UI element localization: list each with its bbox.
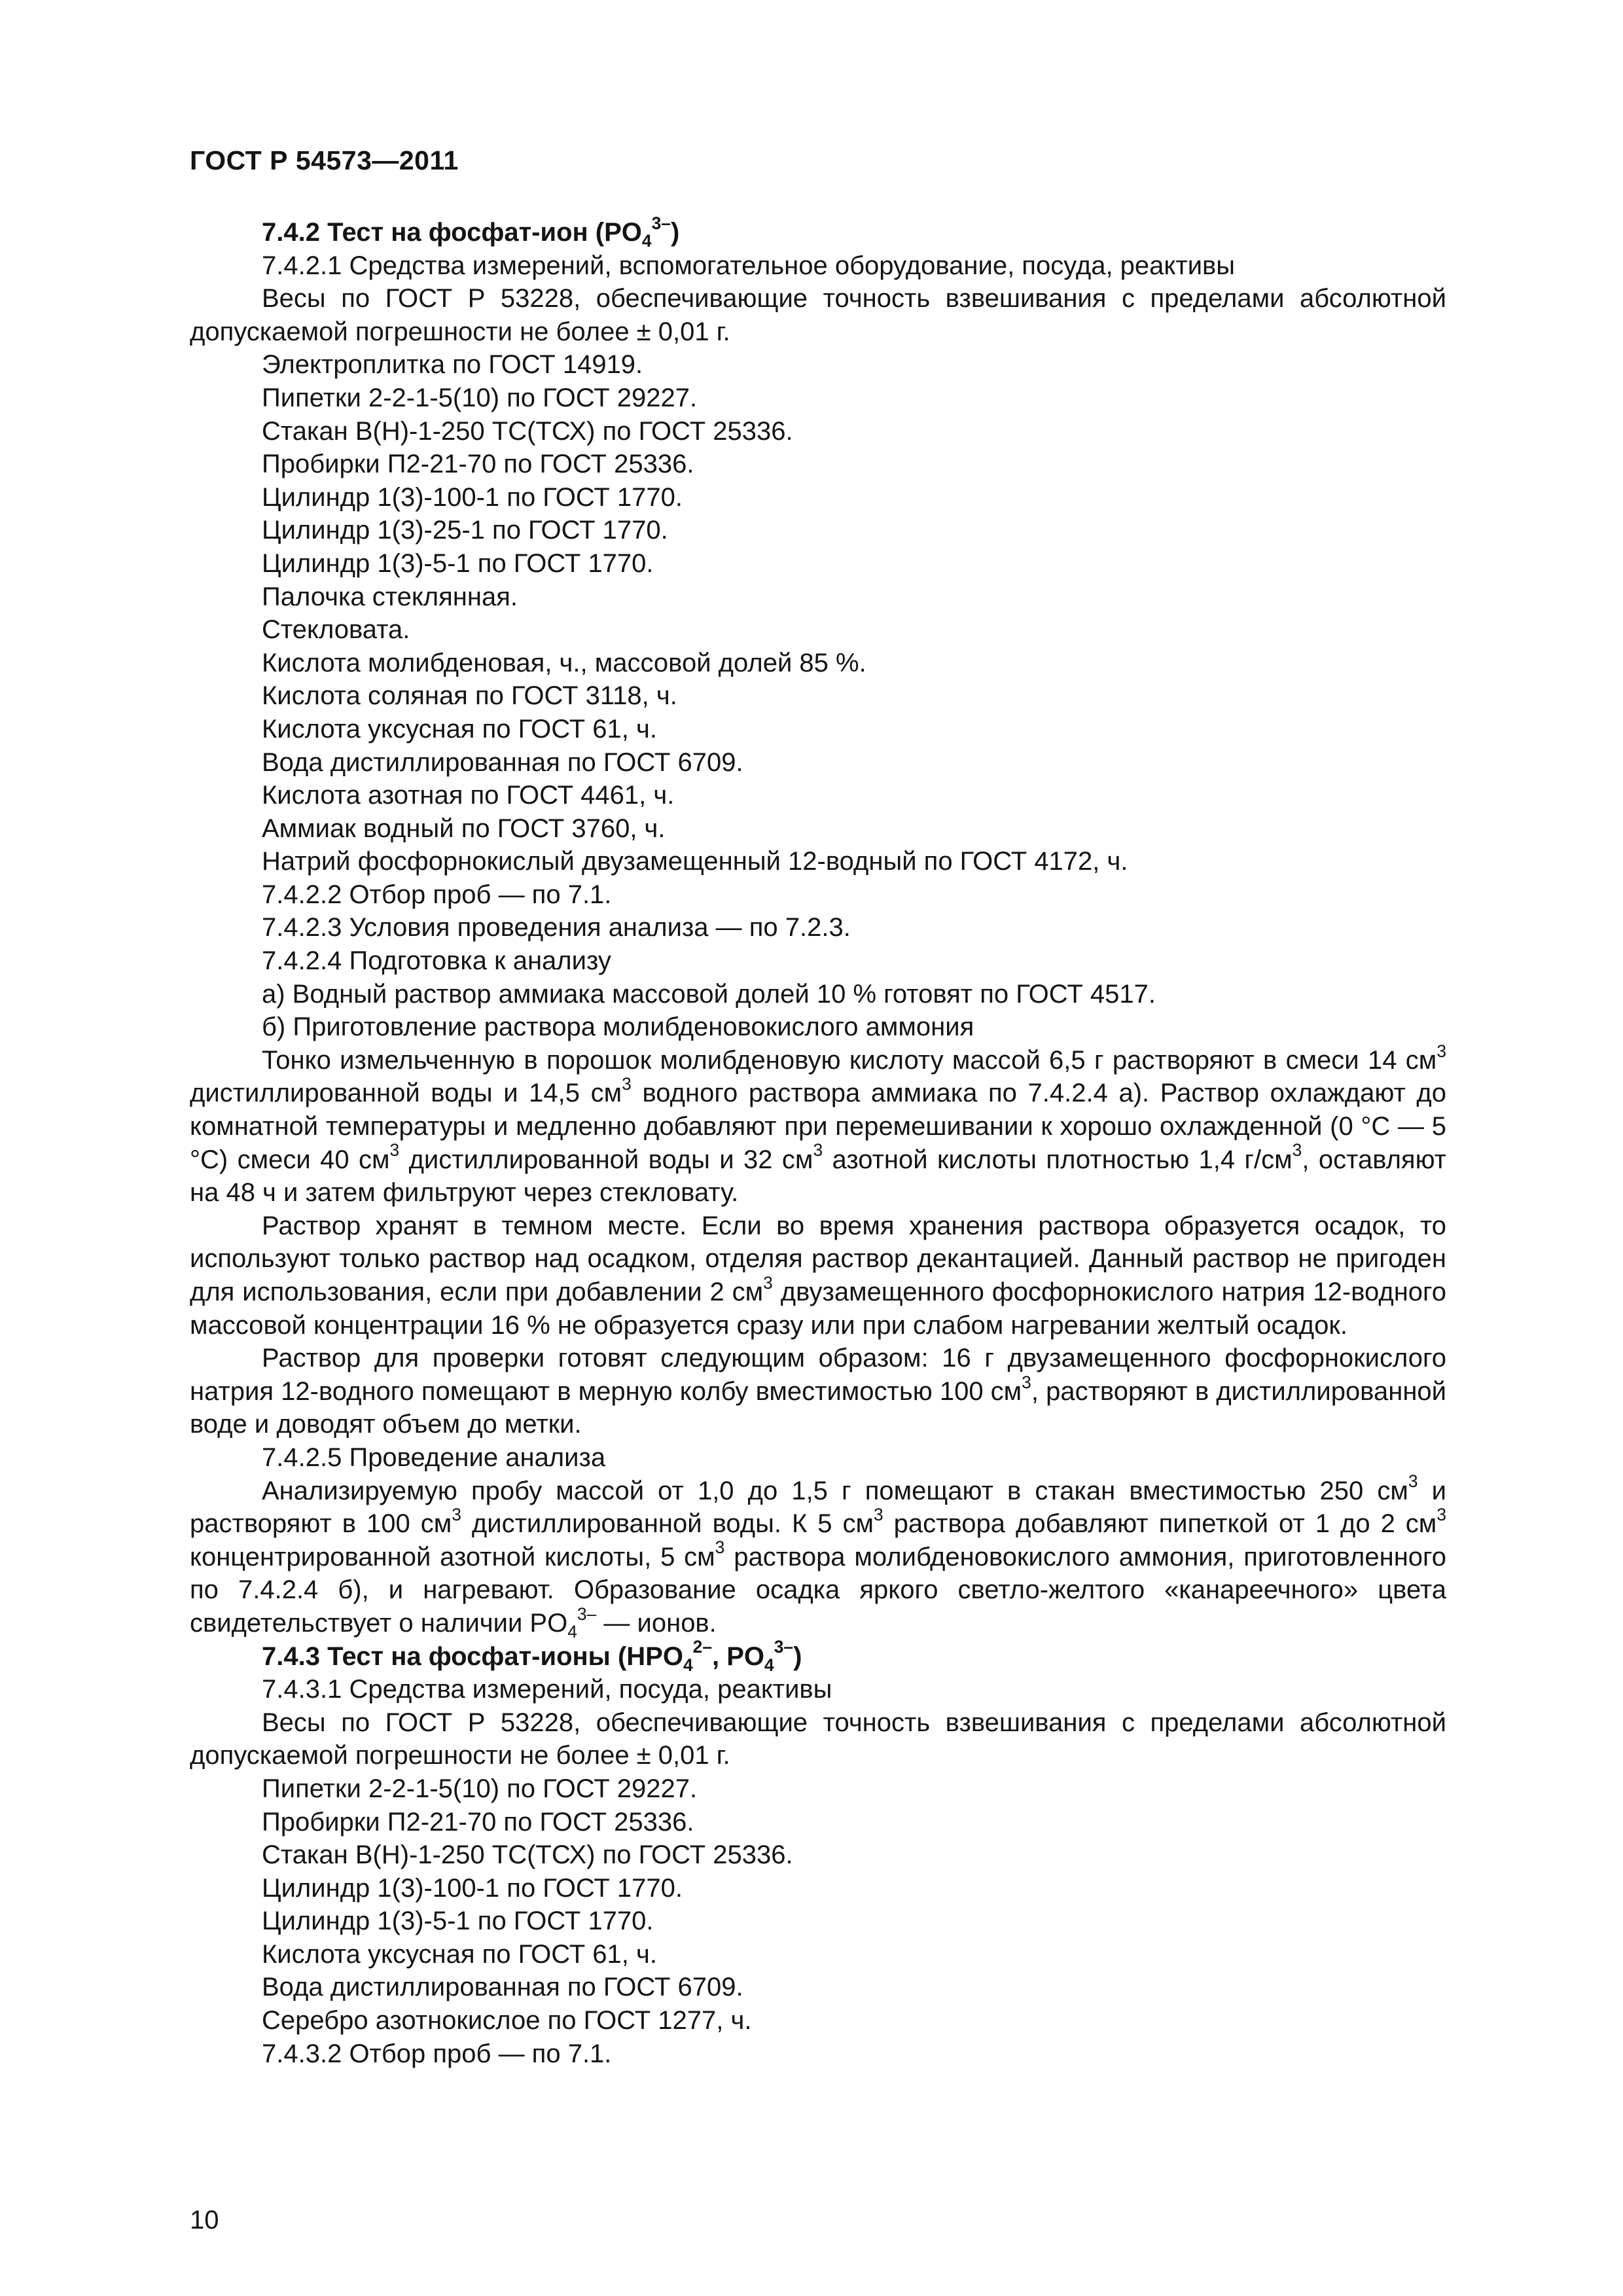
paragraph [190,911,1446,944]
paragraph [190,1905,1446,1938]
text-run: концентрированной азотной кислоты, 5 см [190,1542,715,1571]
paragraph [190,1011,1446,1044]
paragraph [190,1673,1446,1706]
paragraph [190,581,1446,614]
text-run: Цилиндр 1(3)-5-1 по ГОСТ 1770. [262,1907,654,1936]
text-run: Палочка стеклянная. [262,582,518,611]
text-run: раствора добавляют пипеткой от 1 до 2 см [883,1509,1437,1539]
paragraph [190,547,1446,581]
text-run: Кислота уксусная по ГОСТ 61, ч. [262,1939,657,1969]
paragraph [190,779,1446,812]
text-run: 7.4.2.1 Средства измерений, вспомогательное оборудование, посуда, реактивы [262,251,1236,280]
paragraph [190,812,1446,846]
text-run: , PO [712,1641,765,1671]
paragraph [190,2004,1446,2037]
text-run: Серебро азотнокислое по ГОСТ 1277, ч. [262,2006,752,2036]
paragraph [190,845,1446,878]
subscript: 4 [764,1655,774,1675]
paragraph [190,282,1446,348]
superscript: 2– [692,1637,712,1657]
text-run: Натрий фосфорнокислый двузамещенный 12-водный по ГОСТ 4172, ч. [262,847,1128,876]
paragraph [190,1772,1446,1806]
text-run: ) [670,218,680,247]
paragraph [190,713,1446,746]
text-run: Цилиндр 1(3)-100-1 по ГОСТ 1770. [262,1873,683,1903]
superscript: 3 [452,1504,461,1524]
text-run: Вода дистиллированная по ГОСТ 6709. [262,1973,743,2002]
text-run: Стекловата. [262,615,410,645]
paragraph [190,613,1446,647]
document-header: ГОСТ Р 54573—2011 [190,145,459,175]
text-run: Цилиндр 1(3)-5-1 по ГОСТ 1770. [262,548,654,578]
paragraph [190,415,1446,448]
text-run: 7.4.3 Тест на фосфат-ионы (HPO [262,1641,683,1671]
text-run: Пипетки 2-2-1-5(10) по ГОСТ 29227. [262,1774,698,1803]
superscript: 3 [389,1140,400,1160]
text-run: Стакан В(Н)-1-250 ТС(ТСХ) по ГОСТ 25336. [262,1840,793,1870]
text-run: б) Приготовление раствора молибденовокислого аммония [262,1013,974,1042]
text-run: водного раствора аммиака по 7.4.2.4 а). Раствор охлаждают до комнатной температуры и медленно добавляют при перемешивании к хорошо охлажденной (0 °С — 5 °С) смеси 40 см [190,1079,1446,1174]
superscript: 3 [1292,1140,1302,1160]
text-run: Стакан В(Н)-1-250 ТС(ТСХ) по ГОСТ 25336. [262,416,793,446]
paragraph [190,878,1446,912]
page-number: 10 [190,2206,219,2234]
superscript: 3 [622,1074,632,1094]
paragraph [190,382,1446,415]
paragraph [190,1441,1446,1475]
text-run: 7.4.3.1 Средства измерений, посуда, реактивы [262,1675,832,1704]
superscript: 3 [874,1504,883,1524]
text-run: Весы по ГОСТ Р 53228, обеспечивающие точность взвешивания с пределами абсолютной допускаемой погрешности не более ± 0,01 г. [190,284,1446,346]
text-run: Раствор хранят в темном месте. Если во время хранения раствора образуется осадок, то используют только раствор над осадком, отделяя раствор декантацией. Данный раствор не пригоден для использования, если при добавлении 2 см [190,1211,1446,1306]
text-run: раствора молибденовокислого аммония, приготовленного по 7.4.2.4 б), и нагревают. Образование осадка яркого светло-желтого «канареечного» цвета свидетельствует о наличии PO [190,1542,1446,1638]
paragraph [190,1471,1446,1641]
paragraph [190,2037,1446,2071]
text-run: двузамещенного фосфорнокислого натрия 12-водного массовой концентрации 16 % не образуется сразу или при слабом нагревании желтый осадок. [190,1278,1446,1340]
text-run: Кислота молибденовая, ч., массовой долей 85 %. [262,648,866,677]
superscript: 3 [715,1537,725,1558]
paragraph [190,1938,1446,1971]
text-run: Анализируемую пробу массой от 1,0 до 1,5 г помещают в стакан вместимостью 250 см [262,1476,1408,1505]
paragraph [190,978,1446,1011]
paragraph [190,1872,1446,1905]
paragraph [190,348,1446,382]
text-run: Пробирки П2-21-70 по ГОСТ 25336. [262,1807,694,1837]
text-run: 7.4.2 Тест на фосфат-ион (PO [262,218,642,247]
text-run: Цилиндр 1(3)-25-1 по ГОСТ 1770. [262,516,668,545]
text-run: а) Водный раствор аммиака массовой долей 10 % готовят по ГОСТ 4517. [262,979,1156,1009]
section-heading [190,1637,1446,1675]
paragraph [190,1342,1446,1441]
section-heading [190,213,1446,251]
paragraph [190,1839,1446,1872]
text-run: , оставляют на 48 ч и затем фильтруют через стекловату. [190,1145,1447,1208]
paragraph [190,1210,1446,1342]
text-run: дистиллированной воды и 32 см [399,1145,813,1174]
text-run: Аммиак водный по ГОСТ 3760, ч. [262,814,666,843]
superscript: 3 [1022,1372,1031,1392]
text-run: Электроплитка по ГОСТ 14919. [262,350,643,380]
text-run: Тонко измельченную в порошок молибденовую кислоту массой 6,5 г растворяют в смеси 14 см [262,1045,1437,1075]
paragraph [190,249,1446,283]
superscript: 3 [1436,1041,1446,1061]
superscript: 3 [1408,1471,1418,1492]
superscript: 3 [763,1272,773,1293]
paragraph [190,514,1446,547]
text-run: ) [793,1641,802,1671]
text-run: Кислота азотная по ГОСТ 4461, ч. [262,781,675,810]
text-run: Вода дистиллированная по ГОСТ 6709. [262,747,743,777]
paragraph [190,1971,1446,2004]
text-run: Цилиндр 1(3)-100-1 по ГОСТ 1770. [262,482,683,512]
subscript: 4 [567,1621,577,1641]
paragraph [190,679,1446,713]
text-run: дистиллированной воды и 14,5 см [190,1079,622,1108]
text-run: 7.4.3.2 Отбор проб — по 7.1. [262,2039,612,2068]
superscript: 3– [577,1604,597,1624]
text-run: Весы по ГОСТ Р 53228, обеспечивающие точность взвешивания с пределами абсолютной допускаемой погрешности не более ± 0,01 г. [190,1708,1446,1770]
paragraph [190,647,1446,680]
text-run: , растворяют в дистиллированной воде и доводят объем до метки. [190,1376,1446,1439]
text-run: и растворяют в 100 см [190,1476,1446,1539]
text-run: 7.4.2.3 Условия проведения анализа — по 7.2.3. [262,913,851,942]
superscript: 3– [651,213,671,233]
paragraph [190,746,1446,780]
text-run: — ионов. [596,1608,717,1638]
text-run: 7.4.2.2 Отбор проб — по 7.1. [262,880,612,909]
text-run: 7.4.2.4 Подготовка к анализу [262,946,611,976]
text-run: азотной кислоты плотностью 1,4 г/см [823,1145,1293,1174]
paragraph [190,1806,1446,1839]
text-run: Пробирки П2-21-70 по ГОСТ 25336. [262,450,694,479]
subscript: 4 [641,231,652,251]
paragraph [190,481,1446,514]
text-run: Кислота соляная по ГОСТ 3118, ч. [262,681,677,711]
text-run: дистиллированной воды. К 5 см [461,1509,874,1539]
text-run: Кислота уксусная по ГОСТ 61, ч. [262,714,657,744]
subscript: 4 [683,1655,693,1675]
paragraph [190,944,1446,978]
text-run: Раствор для проверки готовят следующим образом: 16 г двузамещенного фосфорнокислого натрия 12-водного помещают в мерную колбу вместимостью 100 см [190,1344,1446,1406]
superscript: 3 [1436,1504,1446,1524]
paragraph [190,448,1446,481]
text-run: Пипетки 2-2-1-5(10) по ГОСТ 29227. [262,383,698,412]
superscript: 3 [813,1140,823,1160]
superscript: 3– [774,1637,794,1657]
document-body [190,213,1447,2070]
paragraph [190,1706,1446,1772]
text-run: 7.4.2.5 Проведение анализа [262,1443,606,1472]
paragraph [190,1041,1447,1210]
